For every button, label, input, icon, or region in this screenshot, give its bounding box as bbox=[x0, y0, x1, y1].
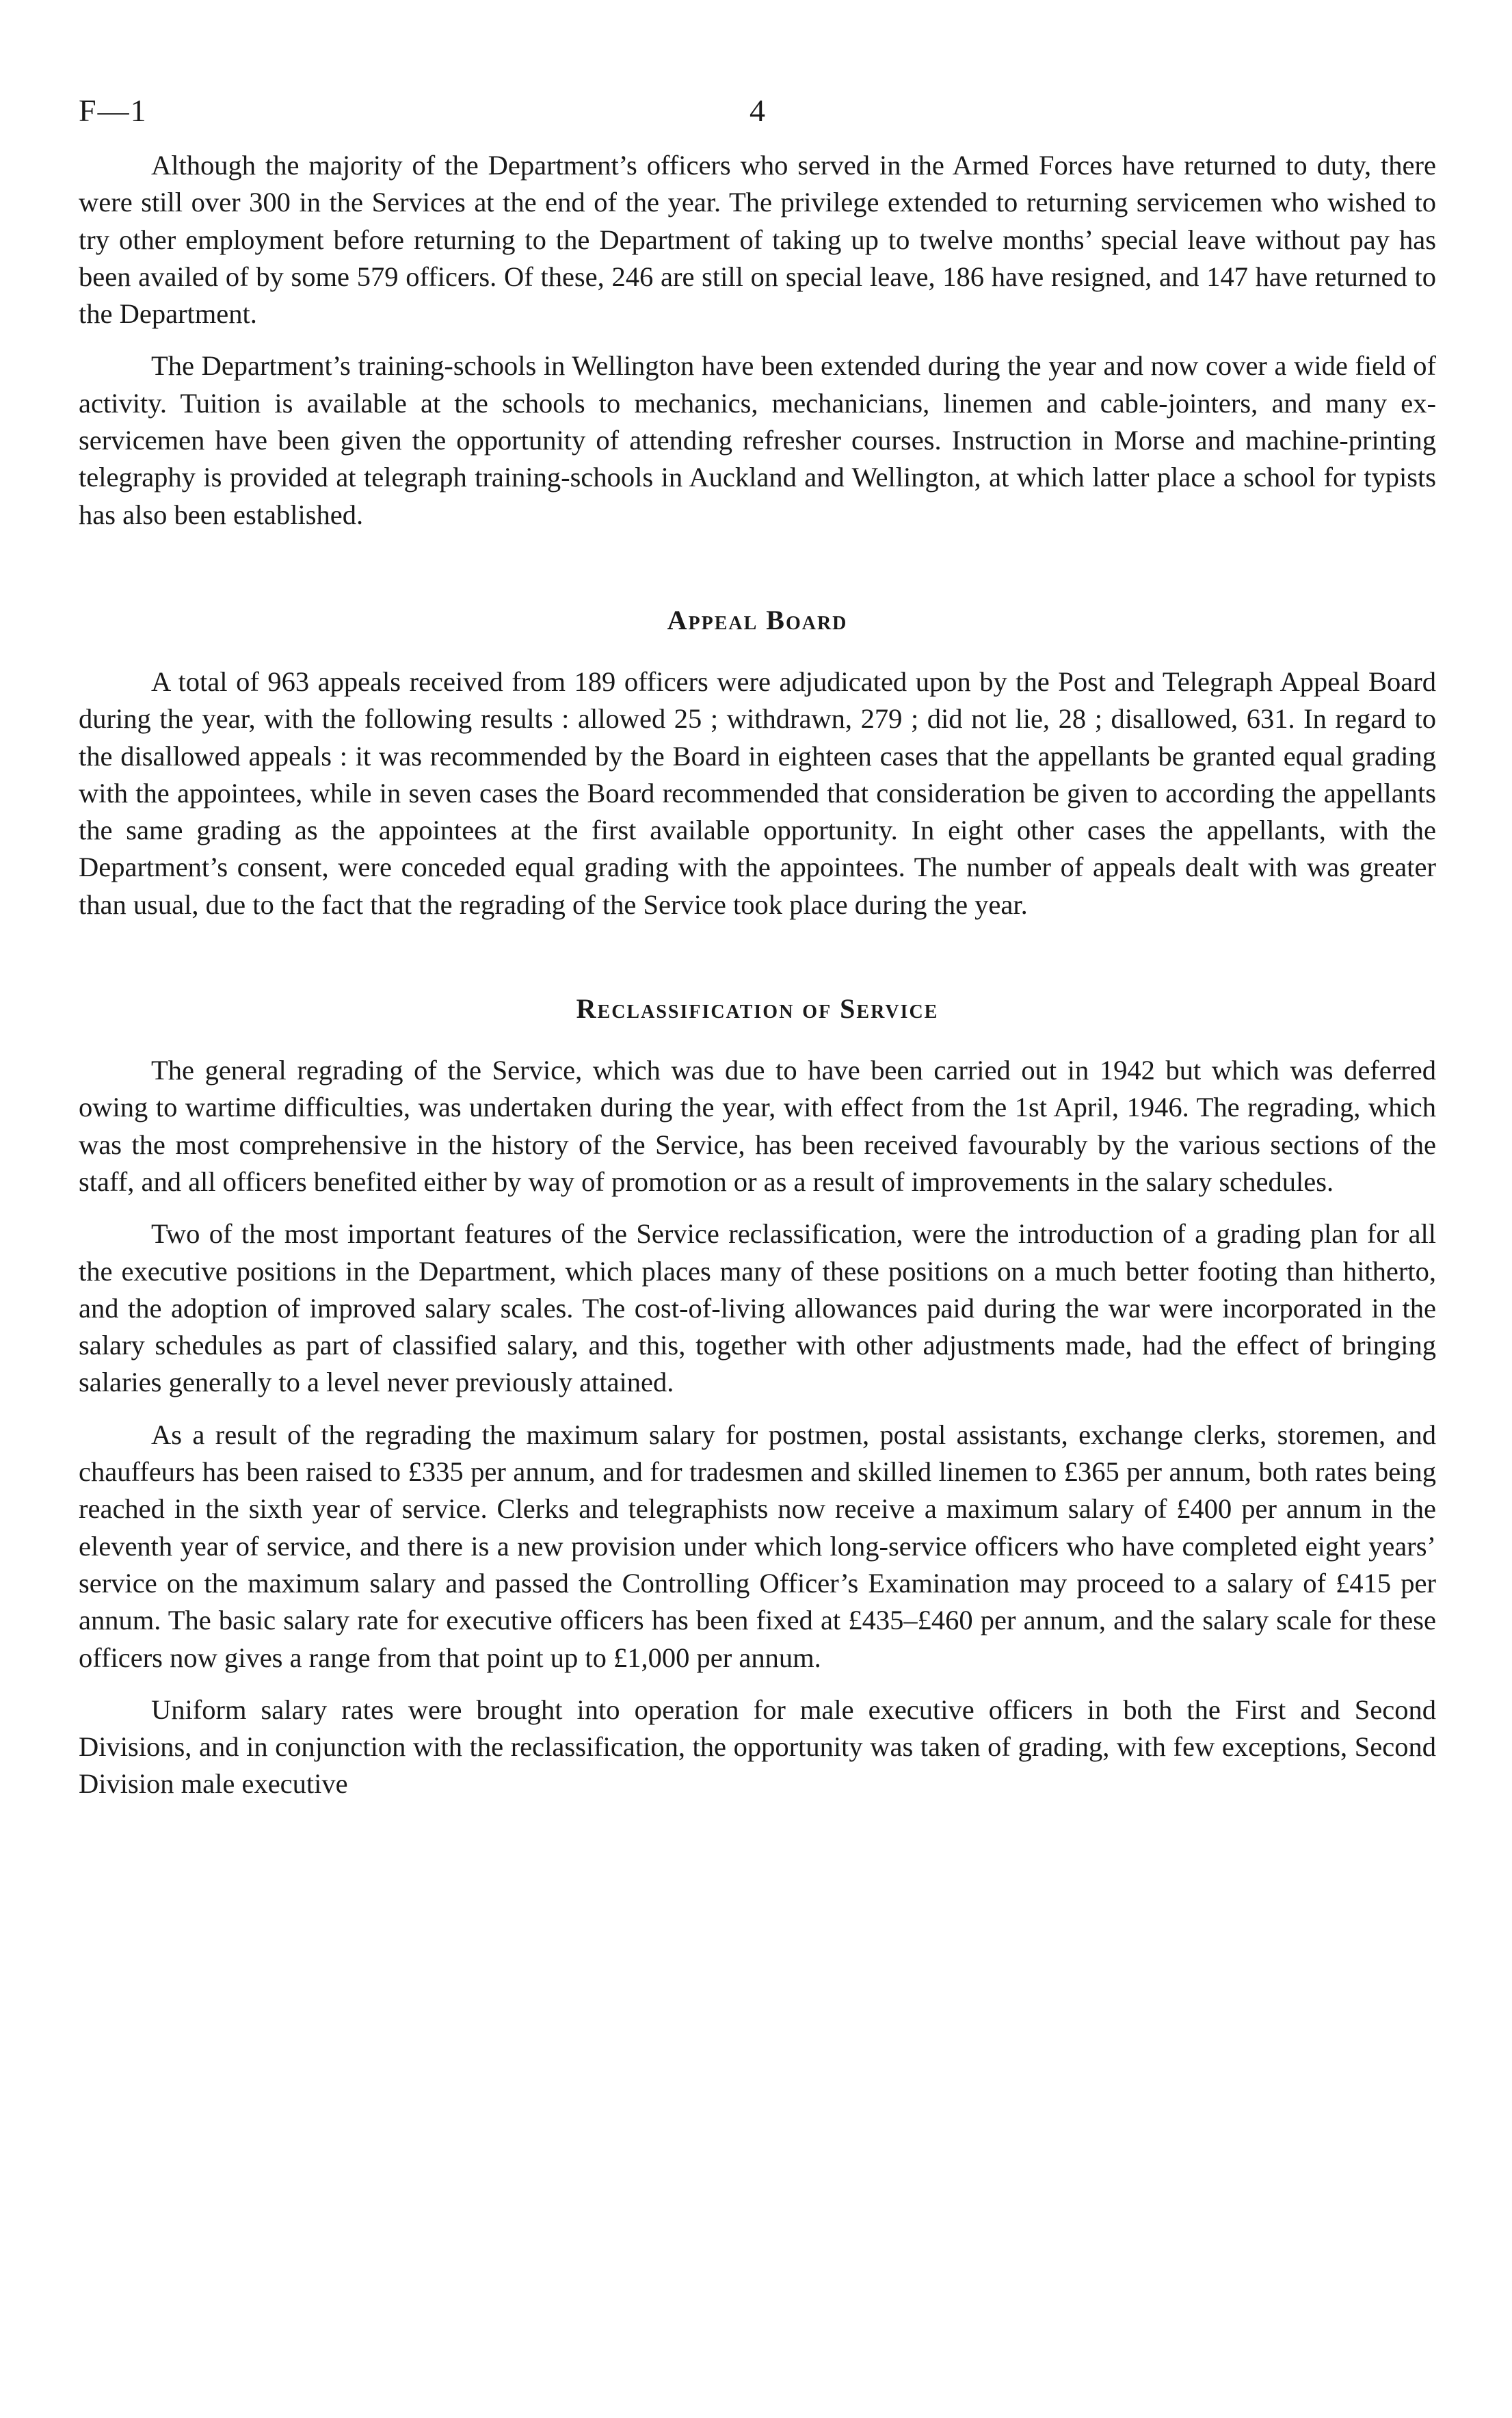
paragraph-armed-forces: Although the majority of the Department’s officers who served in the Armed Forces have returned to duty, there were still over 300 in the Services at the end of the year. The privilege extended to returning servicemen who wished to try other employment before returning to the Department of taking up to twelve months’ special leave without pay has been availed of by some 579 officers. Of these, 246 are still on special leave, 186 have resigned, and 147 have returned to the Department. bbox=[79, 150, 1436, 330]
intro-section bbox=[79, 147, 1436, 534]
page-header bbox=[79, 92, 1436, 147]
section-heading-reclassification: Reclassification of Service bbox=[576, 993, 939, 1025]
paragraph-general-regrading: The general regrading of the Service, which was due to have been carried out in 1942 but which was deferred owing to wartime difficulties, was undertaken during the year, with effect from the 1st April, 1946. The regrading, which was the most comprehensive in the history of the Service, has been received favourably by the various sections of the staff, and all officers benefited either by way of promotion or as a result of improvements in the salary schedules. bbox=[79, 1055, 1436, 1197]
document-page bbox=[79, 92, 1436, 1803]
appeal-board-section bbox=[79, 602, 1436, 923]
document-reference: F—1 bbox=[79, 93, 148, 128]
paragraph-appeals: A total of 963 appeals received from 189 officers were adjudicated upon by the Post and Telegraph Appeal Board during the year, with the following results : allowed 25 ; withdrawn, 279 ; did not lie, 28 ; disallowed, 631. In regard to the disallowed appeals : it was recommended by the Board in eighteen cases that the appellants be granted equal grading with the appointees, while in seven cases the Board recommended that consideration be given to according the appellants the same grading as the appointees at the first available opportunity. In eight other cases the appellants, with the Department’s consent, were conceded equal grading with the appointees. The number of appeals dealt with was greater than usual, due to the fact that the regrading of the Service took place during the year. bbox=[79, 666, 1436, 920]
paragraph-uniform-salary: Uniform salary rates were brought into operation for male executive officers in both the First and Second Divisions, and in conjunction with the reclassification, the opportunity was taken of grading, with few exceptions, Second Division male executive bbox=[79, 1694, 1436, 1800]
reclassification-section bbox=[79, 990, 1436, 1803]
page-number: 4 bbox=[750, 93, 765, 128]
paragraph-salary-rates: As a result of the regrading the maximum salary for postmen, postal assistants, exchange clerks, storemen, and chauffeurs has been raised to £335 per annum, and for tradesmen and skilled linemen to £365 per annum, both rates being reached in the sixth year of service. Clerks and telegraphists now receive a maximum salary of £400 per annum in the eleventh year of service, and there is a new provision under which long-service officers who have completed eight years’ service on the maximum salary and passed the Controlling Officer’s Examination may proceed to a salary of £415 per annum. The basic salary rate for executive officers has been fixed at £435–£460 per annum, and the salary scale for these officers now gives a range from that point up to £1,000 per annum. bbox=[79, 1419, 1436, 1673]
section-heading-appeal-board: Appeal Board bbox=[667, 604, 848, 635]
paragraph-training-schools: The Department’s training-schools in Wellington have been extended during the year and now cover a wide field of activity. Tuition is available at the schools to mechanics, mechanicians, linemen and cable-jointers, and many ex-servicemen have been given the opportunity of attending refresher courses. Instruction in Morse and machine-printing telegraphy is provided at telegraph training-schools in Auckland and Wellington, at which latter place a school for typists has also been established. bbox=[79, 350, 1436, 530]
paragraph-important-features: Two of the most important features of the Service reclassification, were the introduction of a grading plan for all the executive positions in the Department, which places many of these positions on a much better footing than hitherto, and the adoption of improved salary scales. The cost-of-living allowances paid during the war were incorporated in the salary schedules as part of classified salary, and this, together with other adjustments made, had the effect of bringing salaries generally to a level never previously attained. bbox=[79, 1218, 1436, 1398]
